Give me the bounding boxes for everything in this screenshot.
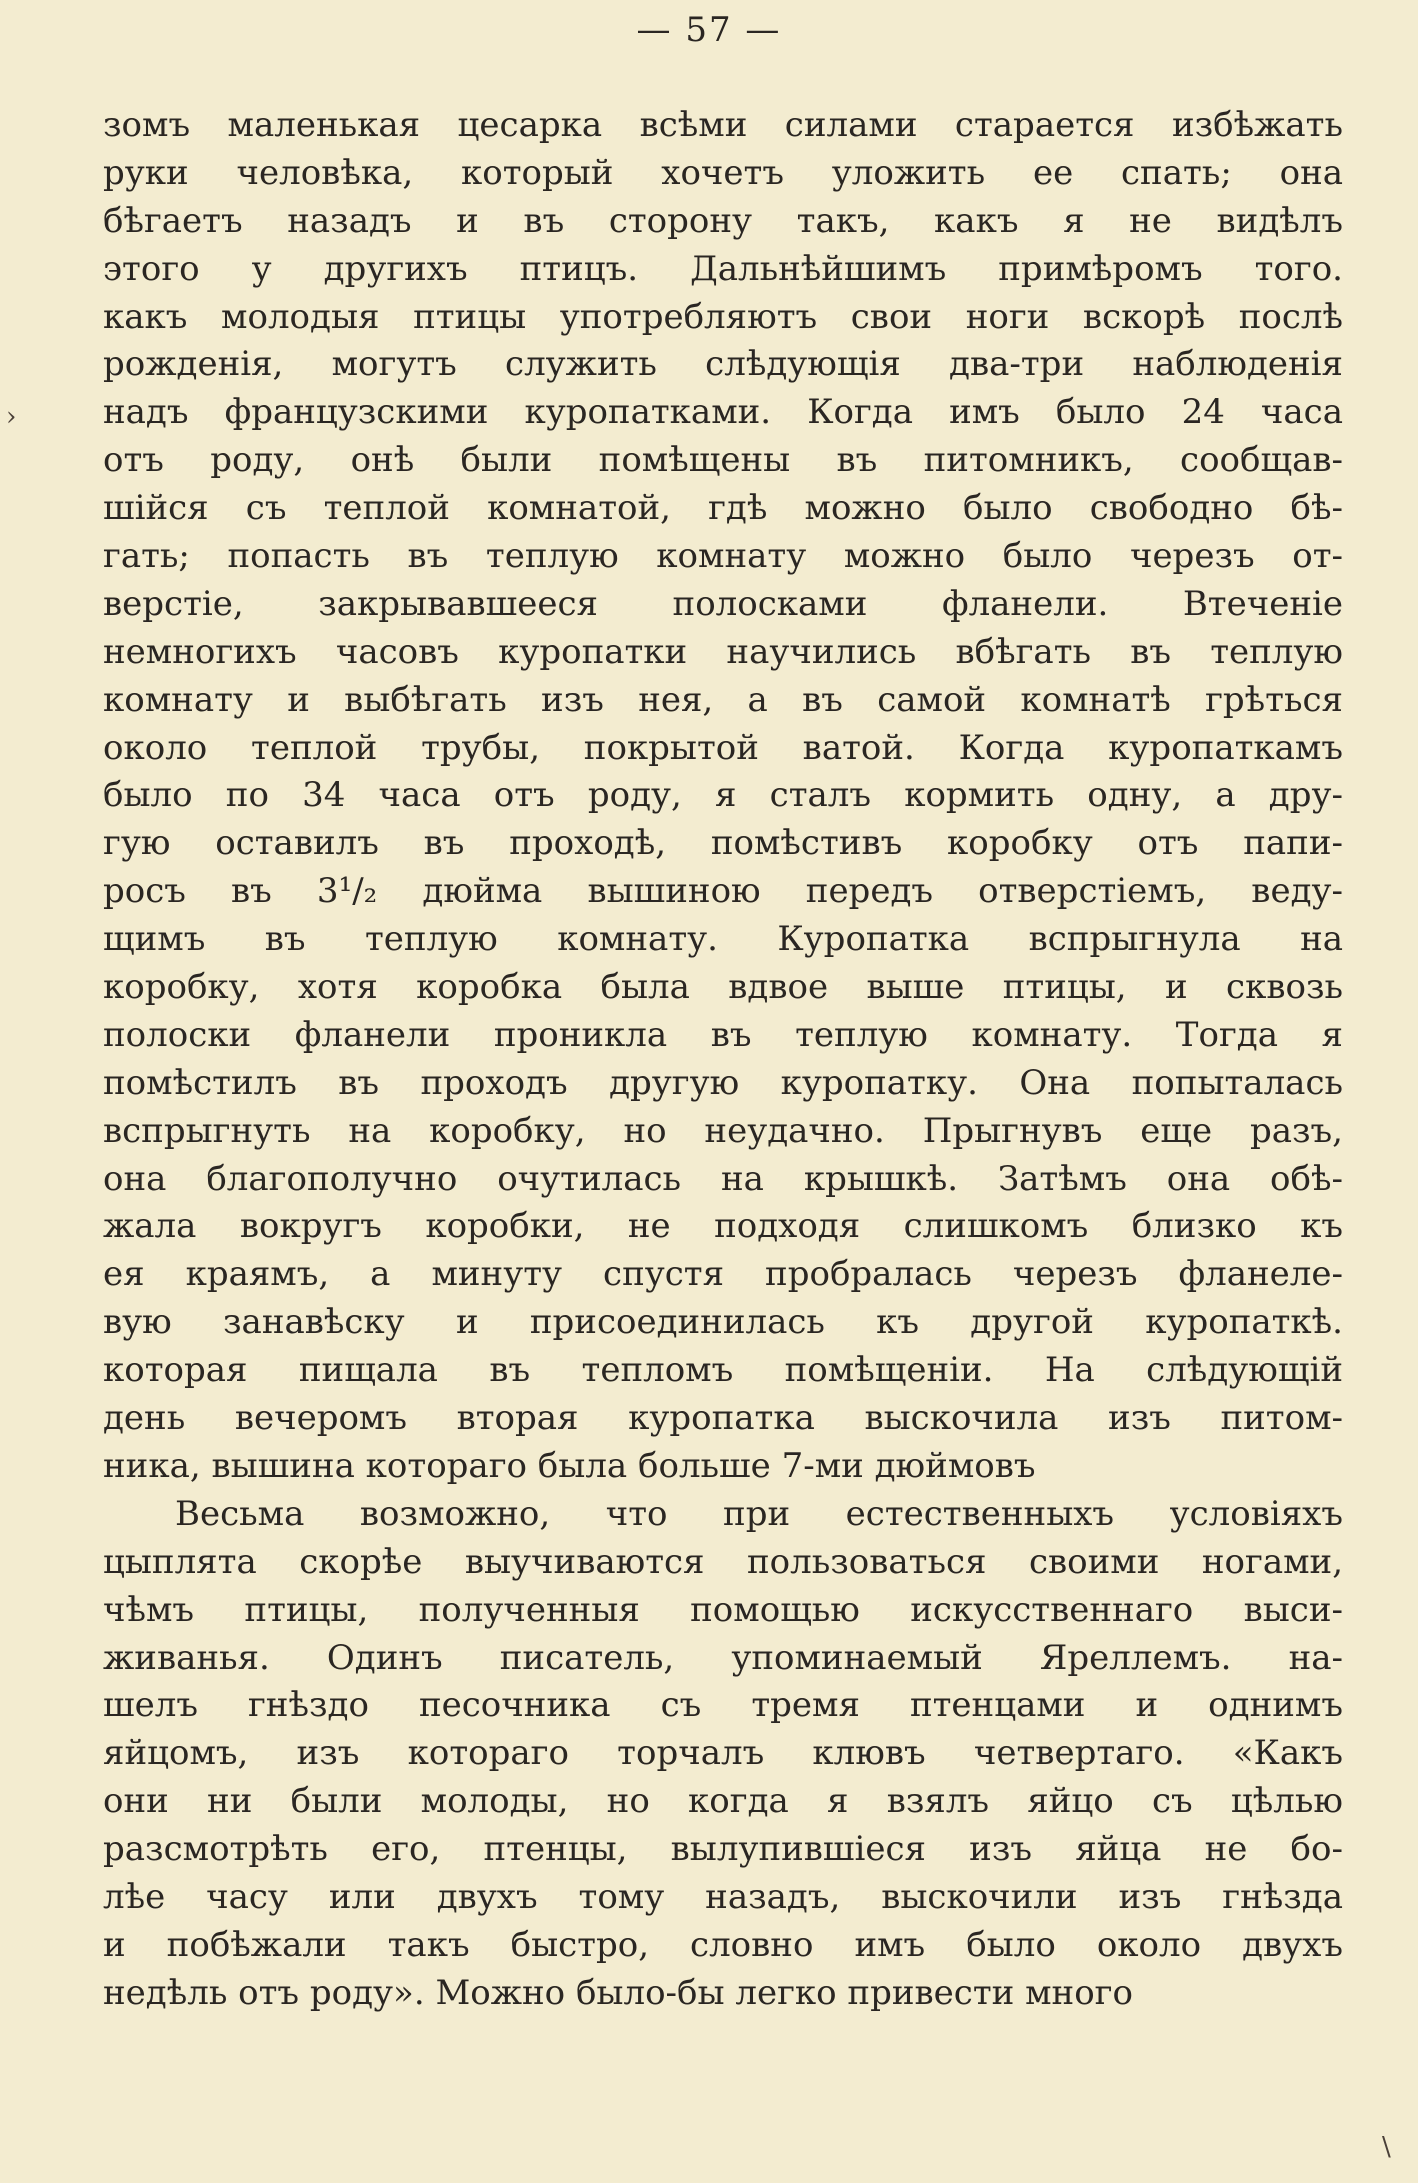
text-line: которая пищала въ тепломъ помѣщеніи. На слѣдующій [103,1350,1343,1391]
text-line: ника, вышина котораго была больше 7-ми дюймовъ [103,1445,1036,1486]
text-line: жала вокругъ коробки, не подходя слишкомъ близко къ [103,1206,1343,1247]
text-line: было по 34 часа отъ роду, я сталъ кормить одну, а дру- [103,775,1343,816]
text-line: отъ роду, онѣ были помѣщены въ питомникъ, сообщав- [103,440,1343,481]
text-line: верстіе, закрывавшееся полосками фланели. Втеченіе [103,583,1343,624]
text-line: около теплой трубы, покрытой ватой. Когда куропаткамъ [103,727,1343,768]
text-line: полоски фланели проникла въ теплую комнату. Тогда я [103,1014,1343,1055]
text-line: бѣгаетъ назадъ и въ сторону такъ, какъ я не видѣлъ [103,200,1343,241]
text-line: этого у другихъ птицъ. Дальнѣйшимъ примѣромъ того. [103,248,1343,289]
text-line: вую занавѣску и присоединилась къ другой куропаткѣ. [103,1302,1343,1343]
text-line: немногихъ часовъ куропатки научились вбѣгать въ теплую [103,631,1343,672]
text-line: коробку, хотя коробка была вдвое выше птицы, и сквозь [103,967,1343,1008]
margin-mark-bottom-right: \ [1382,2132,1391,2162]
text-line: разсмотрѣть его, птенцы, вылупившіеся изъ яйца не бо- [103,1829,1343,1870]
text-line: надъ французскими куропатками. Когда имъ было 24 часа [103,392,1343,433]
text-line: они ни были молоды, но когда я взялъ яйцо съ цѣлью [103,1781,1343,1822]
text-line: недѣль отъ роду». Можно было-бы легко привести много [103,1972,1133,2013]
text-line: рожденія, могутъ служить слѣдующія два-три наблюденія [103,344,1343,385]
text-line: гать; попасть въ теплую комнату можно было черезъ от- [103,536,1343,577]
text-line: ея краямъ, а минуту спустя пробралась черезъ фланеле- [103,1254,1343,1295]
text-line: живанья. Одинъ писатель, упоминаемый Яреллемъ. на- [103,1637,1343,1678]
text-line: вспрыгнуть на коробку, но неудачно. Прыгнувъ еще разъ, [103,1110,1343,1151]
text-line: день вечеромъ вторая куропатка выскочила изъ питом- [103,1398,1343,1439]
body-text [103,102,1343,2018]
text-line: Весьма возможно, что при естественныхъ условіяхъ [175,1493,1343,1534]
text-line: комнату и выбѣгать изъ нея, а въ самой комнатѣ грѣться [103,679,1343,720]
text-line: гую оставилъ въ проходѣ, помѣстивъ коробку отъ папи- [103,823,1343,864]
text-line: какъ молодыя птицы употребляютъ свои ноги вскорѣ послѣ [103,296,1343,337]
text-line: шійся съ теплой комнатой, гдѣ можно было свободно бѣ- [103,488,1343,529]
text-line: щимъ въ теплую комнату. Куропатка вспрыгнула на [103,919,1343,960]
text-line: руки человѣка, который хочетъ уложить ее спать; она [103,152,1343,193]
text-line: цыплята скорѣе выучиваются пользоваться своими ногами, [103,1541,1343,1582]
text-line: яйцомъ, изъ котораго торчалъ клювъ четвертаго. «Какъ [103,1733,1343,1774]
margin-mark-left: › [6,402,17,432]
page-number: — 57 — [636,10,782,50]
text-line: помѣстилъ въ проходъ другую куропатку. Она попыталась [103,1062,1343,1103]
paragraph [103,102,1343,1491]
text-line: и побѣжали такъ быстро, словно имъ было около двухъ [103,1924,1343,1965]
text-line: зомъ маленькая цесарка всѣми силами старается избѣжать [103,105,1343,145]
text-line: росъ въ 3¹/₂ дюйма вышиною передъ отверстіемъ, веду- [103,871,1343,912]
text-line: она благополучно очутилась на крышкѣ. Затѣмъ она обѣ- [103,1158,1343,1199]
text-line: шелъ гнѣздо песочника съ тремя птенцами и однимъ [103,1685,1343,1726]
paragraph [103,1491,1343,2018]
text-line: лѣе часу или двухъ тому назадъ, выскочили изъ гнѣзда [103,1876,1343,1917]
text-line: чѣмъ птицы, полученныя помощью искусственнаго выси- [103,1589,1343,1630]
